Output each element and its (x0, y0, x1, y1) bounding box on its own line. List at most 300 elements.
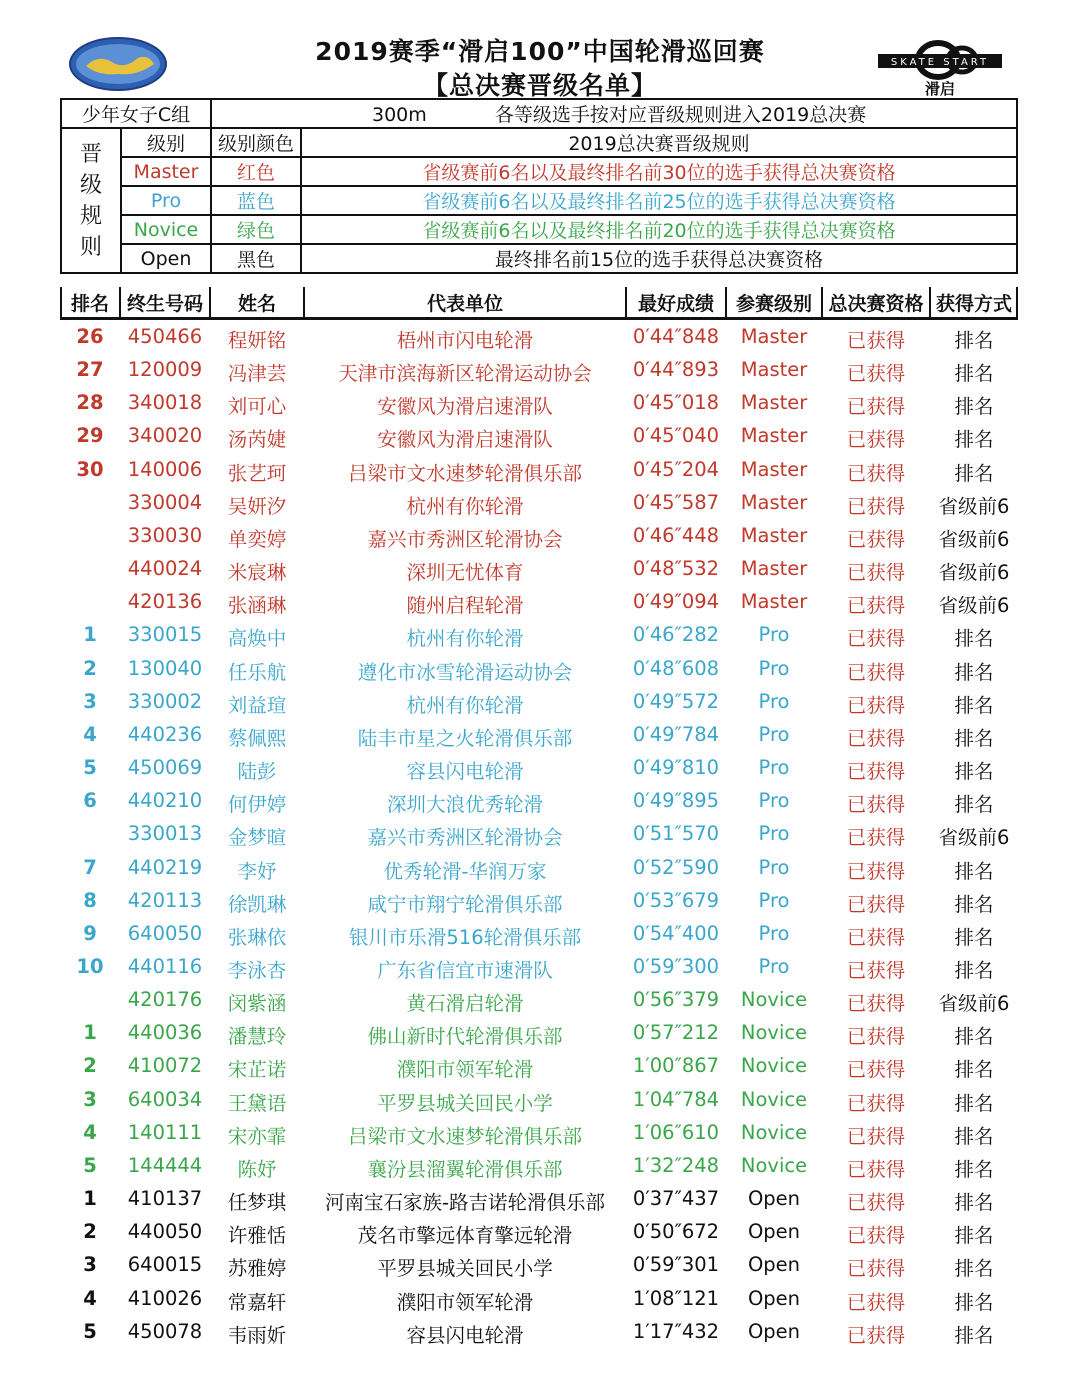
cell-name: 苏雅婷 (227, 1257, 287, 1281)
cell-unit: 杭州有你轮滑 (406, 494, 524, 518)
table-row (60, 1116, 1018, 1149)
cell-level: Pro (758, 689, 790, 713)
cell-id: 440050 (127, 1220, 203, 1244)
cell-unit: 吕梁市文水速梦轮滑俱乐部 (347, 1124, 582, 1148)
col-time: 最好成绩 (637, 293, 714, 315)
col-level: 参赛级别 (735, 293, 812, 315)
cell-how: 排名 (954, 1191, 994, 1215)
divider (1016, 287, 1018, 319)
cell-name: 闵紫涵 (227, 992, 287, 1016)
cell-time: 0′51″570 (632, 822, 720, 846)
cell-rank: 4 (83, 1286, 97, 1310)
cell-name: 宋亦霏 (227, 1124, 287, 1148)
cell-unit: 深圳无忧体育 (406, 561, 524, 585)
cell-level: Master (740, 424, 808, 448)
cell-unit: 濮阳市领军轮滑 (396, 1058, 534, 1082)
cell-qual: 已获得 (846, 1124, 906, 1148)
cell-name: 陈妤 (237, 1157, 277, 1181)
cell-time: 0′50″672 (632, 1220, 720, 1244)
cell-unit: 优秀轮滑-华润万家 (383, 859, 547, 883)
cell-how: 排名 (954, 726, 994, 750)
cell-how: 排名 (954, 1290, 994, 1314)
cell-level: Master (740, 557, 808, 581)
cell-id: 340020 (127, 424, 203, 448)
rule-row-novice (61, 215, 1017, 244)
cell-qual: 已获得 (846, 826, 906, 850)
cell-qual: 已获得 (846, 793, 906, 817)
cell-rank: 30 (76, 457, 104, 481)
cell-how: 排名 (954, 1323, 994, 1347)
cell-how: 排名 (954, 1091, 994, 1115)
cell-time: 1′04″784 (632, 1087, 720, 1111)
col-id: 终生号码 (126, 293, 203, 315)
divider (60, 287, 62, 319)
cell-rank: 1 (83, 623, 97, 647)
cell-level: Pro (758, 623, 790, 647)
cell-id: 440210 (127, 789, 203, 813)
cell-time: 0′46″448 (632, 523, 720, 547)
cell-name: 汤芮婕 (227, 428, 287, 452)
cell-time: 0′45″018 (632, 391, 720, 415)
cell-name: 金梦暄 (227, 826, 287, 850)
cell-unit: 杭州有你轮滑 (406, 627, 524, 651)
cell-id: 130040 (127, 656, 203, 680)
table-row (60, 950, 1018, 983)
divider (929, 287, 931, 319)
cell-level: Novice (740, 1087, 808, 1111)
cell-how: 排名 (954, 693, 994, 717)
cell-qual: 已获得 (846, 1058, 906, 1082)
cell-qual: 已获得 (846, 992, 906, 1016)
table-row (60, 453, 1018, 486)
cell-unit: 梧州市闪电轮滑 (396, 329, 534, 352)
cell-name: 韦雨妡 (227, 1323, 287, 1347)
rules-col-level: 级别 (121, 128, 211, 157)
cell-level: Open (747, 1286, 801, 1310)
cell-time: 0′57″212 (632, 1021, 720, 1045)
table-row (60, 784, 1018, 817)
cell-time: 0′37″437 (632, 1187, 720, 1211)
divider (625, 287, 627, 319)
table-row (60, 1182, 1018, 1215)
cell-level: Master (740, 391, 808, 415)
cell-unit: 濮阳市领军轮滑 (396, 1290, 534, 1314)
rule-color: 绿色 (211, 215, 301, 244)
cell-time: 1′00″867 (632, 1054, 720, 1078)
cell-qual: 已获得 (846, 627, 906, 651)
cell-time: 0′48″608 (632, 656, 720, 680)
cell-unit: 杭州有你轮滑 (406, 693, 524, 717)
cell-name: 潘慧玲 (227, 1025, 287, 1049)
results-list (60, 320, 1018, 1348)
cell-level: Pro (758, 789, 790, 813)
cell-how: 省级前6 (938, 992, 1010, 1016)
rule-row-pro (61, 186, 1017, 215)
cell-unit: 容县闪电轮滑 (406, 1323, 524, 1347)
cell-rank: 26 (76, 325, 104, 348)
cell-name: 宋芷诺 (227, 1058, 287, 1082)
cell-id: 450069 (127, 756, 203, 780)
table-row (60, 419, 1018, 452)
cell-qual: 已获得 (846, 1157, 906, 1181)
cell-rank: 27 (76, 358, 104, 382)
cell-name: 单奕婷 (227, 527, 287, 551)
cell-qual: 已获得 (846, 494, 906, 518)
cell-unit: 随州启程轮滑 (406, 594, 524, 618)
cell-id: 330002 (127, 689, 203, 713)
cell-level: Pro (758, 954, 790, 978)
cell-rank: 1 (83, 1021, 97, 1045)
cell-id: 340018 (127, 391, 203, 415)
cell-qual: 已获得 (846, 925, 906, 949)
logo-right-sub: 滑启 (924, 80, 956, 96)
cell-time: 0′54″400 (632, 921, 720, 945)
cell-how: 排名 (954, 1224, 994, 1248)
cell-rank: 3 (83, 689, 97, 713)
cell-how: 排名 (954, 1058, 994, 1082)
cell-how: 排名 (954, 660, 994, 684)
divider (209, 287, 211, 319)
divider (821, 287, 823, 319)
cell-qual: 已获得 (846, 1091, 906, 1115)
cell-name: 蔡佩熙 (227, 726, 287, 750)
rule-color: 蓝色 (211, 186, 301, 215)
cell-id: 440116 (127, 954, 203, 978)
cell-level: Open (747, 1253, 801, 1277)
table-row (60, 1149, 1018, 1182)
cell-unit: 平罗县城关回民小学 (377, 1091, 553, 1115)
cell-how: 排名 (954, 958, 994, 982)
cell-rank: 28 (76, 391, 104, 415)
cell-name: 张涵琳 (227, 594, 287, 618)
table-row (60, 519, 1018, 552)
rules-side-label: 晋 级 规 则 (61, 128, 121, 273)
table-row (60, 685, 1018, 718)
cell-time: 0′52″590 (632, 855, 720, 879)
cell-name: 张琳依 (227, 925, 287, 949)
skate-start-100-logo-icon (876, 40, 1004, 96)
cell-qual: 已获得 (846, 693, 906, 717)
cell-id: 450078 (127, 1319, 203, 1343)
table-row (60, 718, 1018, 751)
cell-name: 任梦琪 (227, 1191, 287, 1215)
cell-qual: 已获得 (846, 461, 906, 485)
cell-qual: 已获得 (846, 892, 906, 916)
cell-id: 440024 (127, 557, 203, 581)
cell-level: Novice (740, 1120, 808, 1144)
cell-qual: 已获得 (846, 395, 906, 419)
cell-time: 0′59″300 (632, 954, 720, 978)
cell-how: 省级前6 (938, 494, 1010, 518)
cell-level: Open (747, 1319, 801, 1343)
cell-level: Pro (758, 756, 790, 780)
cell-qual: 已获得 (846, 428, 906, 452)
cell-how: 排名 (954, 1157, 994, 1181)
cell-unit: 广东省信宜市速滑队 (377, 958, 553, 982)
group-label: 少年女子C组 (61, 99, 211, 128)
cell-unit: 遵化市冰雪轮滑运动协会 (357, 660, 573, 684)
cell-rank: 10 (76, 954, 104, 978)
cell-level: Master (740, 457, 808, 481)
cell-how: 排名 (954, 760, 994, 784)
cell-level: Open (747, 1187, 801, 1211)
results-header (60, 287, 1018, 320)
table-row (60, 1083, 1018, 1116)
cell-qual: 已获得 (846, 726, 906, 750)
table-row (60, 1049, 1018, 1082)
cell-how: 省级前6 (938, 594, 1010, 618)
col-name: 姓名 (237, 293, 276, 315)
cell-how: 排名 (954, 892, 994, 916)
cell-id: 640050 (127, 921, 203, 945)
cell-unit: 茂名市擎远体育擎远轮滑 (357, 1224, 573, 1248)
cell-id: 330013 (127, 822, 203, 846)
cell-unit: 佛山新时代轮滑俱乐部 (367, 1025, 563, 1049)
cell-time: 0′59″301 (632, 1253, 720, 1277)
table-row (60, 1248, 1018, 1281)
cell-unit: 深圳大浪优秀轮滑 (386, 793, 543, 817)
cell-time: 1′08″121 (632, 1286, 720, 1310)
table-row (60, 353, 1018, 386)
table-row (60, 884, 1018, 917)
cell-id: 330004 (127, 490, 203, 514)
cell-unit: 平罗县城关回民小学 (377, 1257, 553, 1281)
cell-name: 李泳杏 (227, 958, 287, 982)
logo-right-text: SKATE START (890, 57, 990, 68)
cell-unit: 嘉兴市秀洲区轮滑协会 (367, 527, 563, 551)
cell-qual: 已获得 (846, 561, 906, 585)
rules-col-color: 级别颜色 (211, 128, 301, 157)
cell-rank: 8 (83, 888, 97, 912)
cell-unit: 吕梁市文水速梦轮滑俱乐部 (347, 461, 582, 485)
cell-rank: 7 (83, 855, 97, 879)
cell-level: Novice (740, 1153, 808, 1177)
cell-time: 0′49″784 (632, 722, 720, 746)
cell-unit: 河南宝石家族-路吉诺轮滑俱乐部 (324, 1191, 606, 1215)
cell-how: 排名 (954, 1257, 994, 1281)
cell-level: Master (740, 358, 808, 382)
col-unit: 代表单位 (426, 293, 503, 315)
cell-how: 排名 (954, 859, 994, 883)
rule-text: 最终排名前15位的选手获得总决赛资格 (301, 244, 1017, 273)
table-row (60, 751, 1018, 784)
cell-unit: 天津市滨海新区轮滑运动协会 (338, 362, 592, 386)
table-row (60, 817, 1018, 850)
cell-name: 李妤 (237, 859, 277, 883)
cell-rank: 1 (83, 1187, 97, 1211)
cell-how: 省级前6 (938, 527, 1010, 551)
rules-col-rule: 2019总决赛晋级规则 (301, 128, 1017, 157)
cell-id: 640015 (127, 1253, 203, 1277)
cell-name: 高焕中 (227, 627, 287, 651)
table-row (60, 1215, 1018, 1248)
cell-id: 410026 (127, 1286, 203, 1310)
cell-name: 许雅恬 (227, 1224, 287, 1248)
cell-rank: 4 (83, 1120, 97, 1144)
cell-time: 0′49″572 (632, 689, 720, 713)
rule-color: 黑色 (211, 244, 301, 273)
table-row (60, 1282, 1018, 1315)
cell-id: 330030 (127, 523, 203, 547)
cell-unit: 黄石滑启轮滑 (406, 992, 524, 1016)
cell-qual: 已获得 (846, 1191, 906, 1215)
cell-id: 440036 (127, 1021, 203, 1045)
cell-how: 排名 (954, 1124, 994, 1148)
cell-name: 程妍铭 (227, 329, 287, 352)
page-title: 2019赛季“滑启100”中国轮滑巡回赛 (315, 37, 765, 66)
cell-unit: 安徽风为滑启速滑队 (377, 428, 553, 452)
table-row (60, 917, 1018, 950)
cell-unit: 容县闪电轮滑 (406, 760, 524, 784)
cell-unit: 安徽风为滑启速滑队 (377, 395, 553, 419)
table-row (60, 386, 1018, 419)
info-line (211, 99, 1017, 128)
cell-id: 440236 (127, 722, 203, 746)
divider (725, 287, 727, 319)
cell-level: Pro (758, 888, 790, 912)
cell-time: 0′45″587 (632, 490, 720, 514)
cell-qual: 已获得 (846, 660, 906, 684)
table-row (60, 652, 1018, 685)
table-row (60, 486, 1018, 519)
cell-rank: 5 (83, 1319, 97, 1343)
cell-level: Novice (740, 1021, 808, 1045)
rule-level: Master (121, 157, 211, 186)
cell-rank: 9 (83, 921, 97, 945)
rule-level: Open (121, 244, 211, 273)
cell-time: 0′45″204 (632, 457, 720, 481)
cell-level: Master (740, 490, 808, 514)
cell-id: 640034 (127, 1087, 203, 1111)
rule-color: 红色 (211, 157, 301, 186)
rule-text: 省级赛前6名以及最终排名前25位的选手获得总决赛资格 (301, 186, 1017, 215)
cell-time: 1′17″432 (632, 1319, 720, 1343)
cell-rank: 4 (83, 722, 97, 746)
cell-name: 米宸琳 (227, 561, 287, 585)
cell-how: 排名 (954, 329, 994, 352)
cell-name: 刘可心 (227, 395, 287, 419)
cell-rank: 5 (83, 756, 97, 780)
cell-name: 陆彭 (237, 760, 277, 784)
rule-level: Novice (121, 215, 211, 244)
cell-time: 0′53″679 (632, 888, 720, 912)
cell-qual: 已获得 (846, 1224, 906, 1248)
cell-rank: 5 (83, 1153, 97, 1177)
table-row (60, 1315, 1018, 1348)
cell-time: 0′49″810 (632, 756, 720, 780)
info-note: 各等级选手按对应晋级规则进入2019总决赛 (494, 104, 867, 126)
table-row (60, 983, 1018, 1016)
table-row (60, 618, 1018, 651)
cell-time: 0′45″040 (632, 424, 720, 448)
cell-how: 排名 (954, 925, 994, 949)
cell-name: 徐凯琳 (227, 892, 287, 916)
cell-id: 120009 (127, 358, 203, 382)
cell-name: 刘益瑄 (227, 693, 287, 717)
rule-row-open (61, 244, 1017, 273)
cell-id: 144444 (127, 1153, 203, 1177)
cell-time: 0′56″379 (632, 988, 720, 1012)
col-rank: 排名 (70, 293, 109, 315)
cell-qual: 已获得 (846, 527, 906, 551)
cell-unit: 咸宁市翔宁轮滑俱乐部 (367, 892, 563, 916)
divider (119, 287, 121, 319)
cell-qual: 已获得 (846, 1323, 906, 1347)
col-qual: 总决赛资格 (828, 293, 924, 315)
cell-level: Pro (758, 656, 790, 680)
cell-level: Pro (758, 921, 790, 945)
cell-qual: 已获得 (846, 1257, 906, 1281)
cell-how: 排名 (954, 461, 994, 485)
cell-how: 排名 (954, 793, 994, 817)
cell-time: 0′44″848 (632, 325, 720, 348)
cell-id: 420136 (127, 590, 203, 614)
col-how: 获得方式 (935, 293, 1012, 315)
cell-qual: 已获得 (846, 958, 906, 982)
cell-level: Master (740, 325, 808, 348)
cell-level: Master (740, 523, 808, 547)
cell-level: Novice (740, 1054, 808, 1078)
table-row (60, 851, 1018, 884)
cell-qual: 已获得 (846, 329, 906, 352)
cell-name: 张艺珂 (227, 461, 287, 485)
cell-how: 排名 (954, 1025, 994, 1049)
cell-level: Pro (758, 822, 790, 846)
cell-rank: 3 (83, 1087, 97, 1111)
cell-id: 450466 (127, 325, 203, 348)
cell-time: 0′46″282 (632, 623, 720, 647)
cell-unit: 银川市乐滑516轮滑俱乐部 (348, 925, 582, 949)
cell-how: 排名 (954, 395, 994, 419)
cell-name: 何伊婷 (227, 793, 287, 817)
cell-rank: 2 (83, 1220, 97, 1244)
cell-how: 省级前6 (938, 826, 1010, 850)
rule-text: 省级赛前6名以及最终排名前20位的选手获得总决赛资格 (301, 215, 1017, 244)
cell-rank: 2 (83, 1054, 97, 1078)
page-subtitle: 【总决赛晋级名单】 (422, 71, 657, 100)
cell-rank: 29 (76, 424, 104, 448)
cell-time: 0′49″094 (632, 590, 720, 614)
cell-how: 排名 (954, 627, 994, 651)
cell-rank: 2 (83, 656, 97, 680)
cell-id: 140006 (127, 457, 203, 481)
cell-rank: 3 (83, 1253, 97, 1277)
table-row (60, 552, 1018, 585)
table-row (60, 320, 1018, 353)
rule-row-master (61, 157, 1017, 186)
cell-time: 1′32″248 (632, 1153, 720, 1177)
cell-qual: 已获得 (846, 760, 906, 784)
cell-name: 王黛语 (227, 1091, 287, 1115)
cell-level: Pro (758, 855, 790, 879)
cell-unit: 嘉兴市秀洲区轮滑协会 (367, 826, 563, 850)
cell-id: 330015 (127, 623, 203, 647)
cell-name: 常嘉轩 (227, 1290, 287, 1314)
cell-id: 410137 (127, 1187, 203, 1211)
rule-text: 省级赛前6名以及最终排名前30位的选手获得总决赛资格 (301, 157, 1017, 186)
cell-unit: 陆丰市星之火轮滑俱乐部 (357, 726, 573, 750)
cell-qual: 已获得 (846, 594, 906, 618)
cell-id: 140111 (127, 1120, 203, 1144)
cell-id: 420176 (127, 988, 203, 1012)
cell-qual: 已获得 (846, 362, 906, 386)
cell-id: 410072 (127, 1054, 203, 1078)
cell-level: Open (747, 1220, 801, 1244)
cell-how: 排名 (954, 362, 994, 386)
page-header (0, 0, 1080, 98)
cell-id: 440219 (127, 855, 203, 879)
cell-time: 1′06″610 (632, 1120, 720, 1144)
